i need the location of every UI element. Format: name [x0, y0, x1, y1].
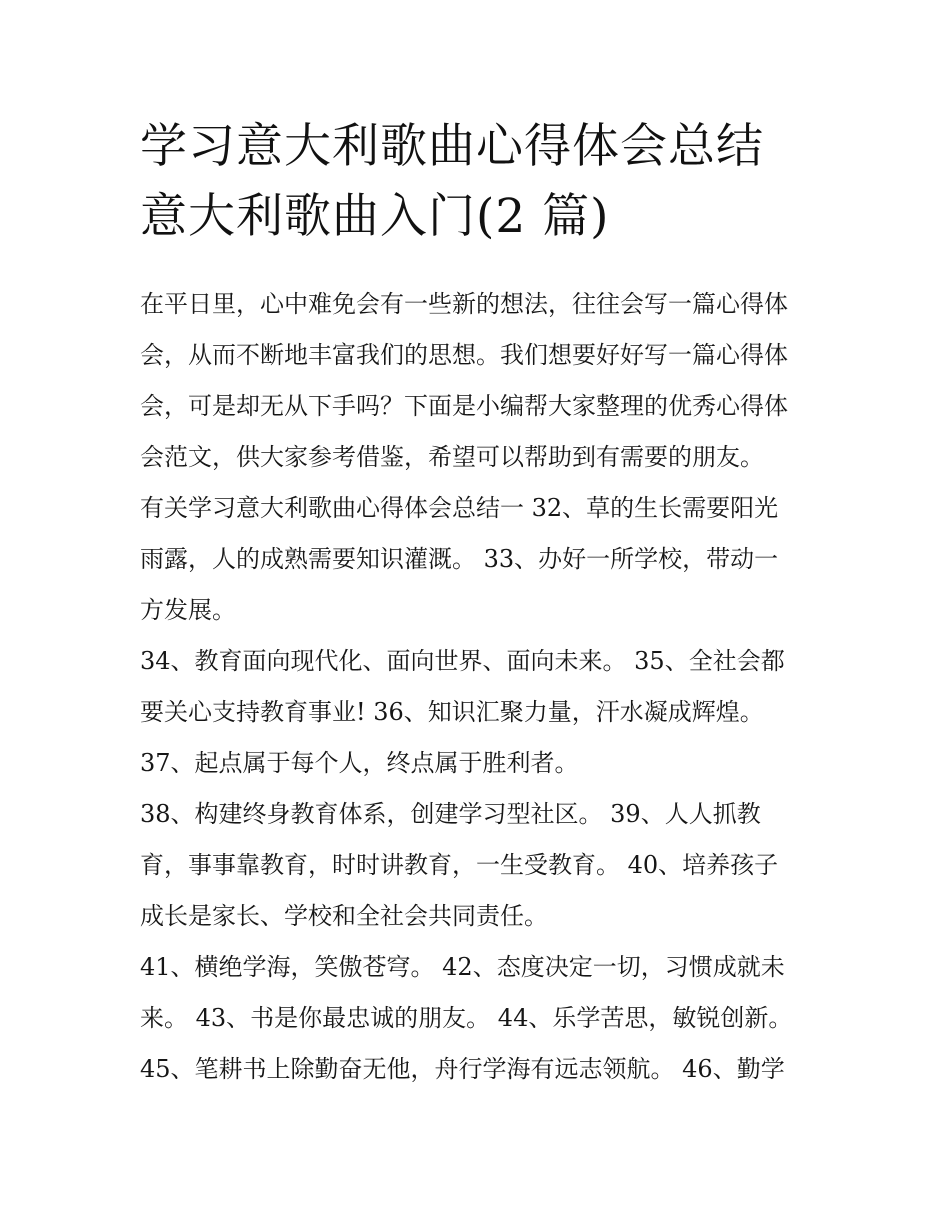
body-line: 要关心支持教育事业! 36、知识汇聚力量，汗水凝成辉煌。	[140, 698, 764, 726]
body-line: 成长是家长、学校和全社会共同责任。	[140, 902, 548, 930]
body-line: 有关学习意大利歌曲心得体会总结一 32、草的生长需要阳光	[140, 494, 779, 522]
body-line: 来。 43、书是你最忠诚的朋友。 44、乐学苦思，敏锐创新。	[140, 1004, 793, 1032]
body-line: 41、横绝学海，笑傲苍穹。 42、态度决定一切，习惯成就未	[140, 953, 785, 981]
body-line: 在平日里，心中难免会有一些新的想法，往往会写一篇心得体	[140, 290, 788, 318]
body-line: 育，事事靠教育，时时讲教育，一生受教育。 40、培养孩子	[140, 851, 779, 879]
body-line: 37、起点属于每个人，终点属于胜利者。	[140, 749, 579, 777]
title-line-1: 学习意大利歌曲心得体会总结	[140, 119, 764, 174]
body-line: 会，可是却无从下手吗？下面是小编帮大家整理的优秀心得体	[140, 392, 788, 420]
body-line: 45、笔耕书上除勤奋无他，舟行学海有远志领航。 46、勤学	[140, 1055, 785, 1083]
title-line-2: 意大利歌曲入门(2 篇)	[140, 189, 610, 244]
body-line: 会，从而不断地丰富我们的思想。我们想要好好写一篇心得体	[140, 341, 788, 369]
body-line: 雨露，人的成熟需要知识灌溉。 33、办好一所学校，带动一	[140, 545, 779, 573]
body-line: 会范文，供大家参考借鉴，希望可以帮助到有需要的朋友。	[140, 443, 764, 471]
body-line: 34、教育面向现代化、面向世界、面向未来。 35、全社会都	[140, 647, 785, 675]
document-title	[140, 112, 830, 252]
document-body	[140, 279, 820, 1095]
body-line: 方发展。	[140, 596, 236, 624]
body-line: 38、构建终身教育体系，创建学习型社区。 39、人人抓教	[140, 800, 761, 828]
